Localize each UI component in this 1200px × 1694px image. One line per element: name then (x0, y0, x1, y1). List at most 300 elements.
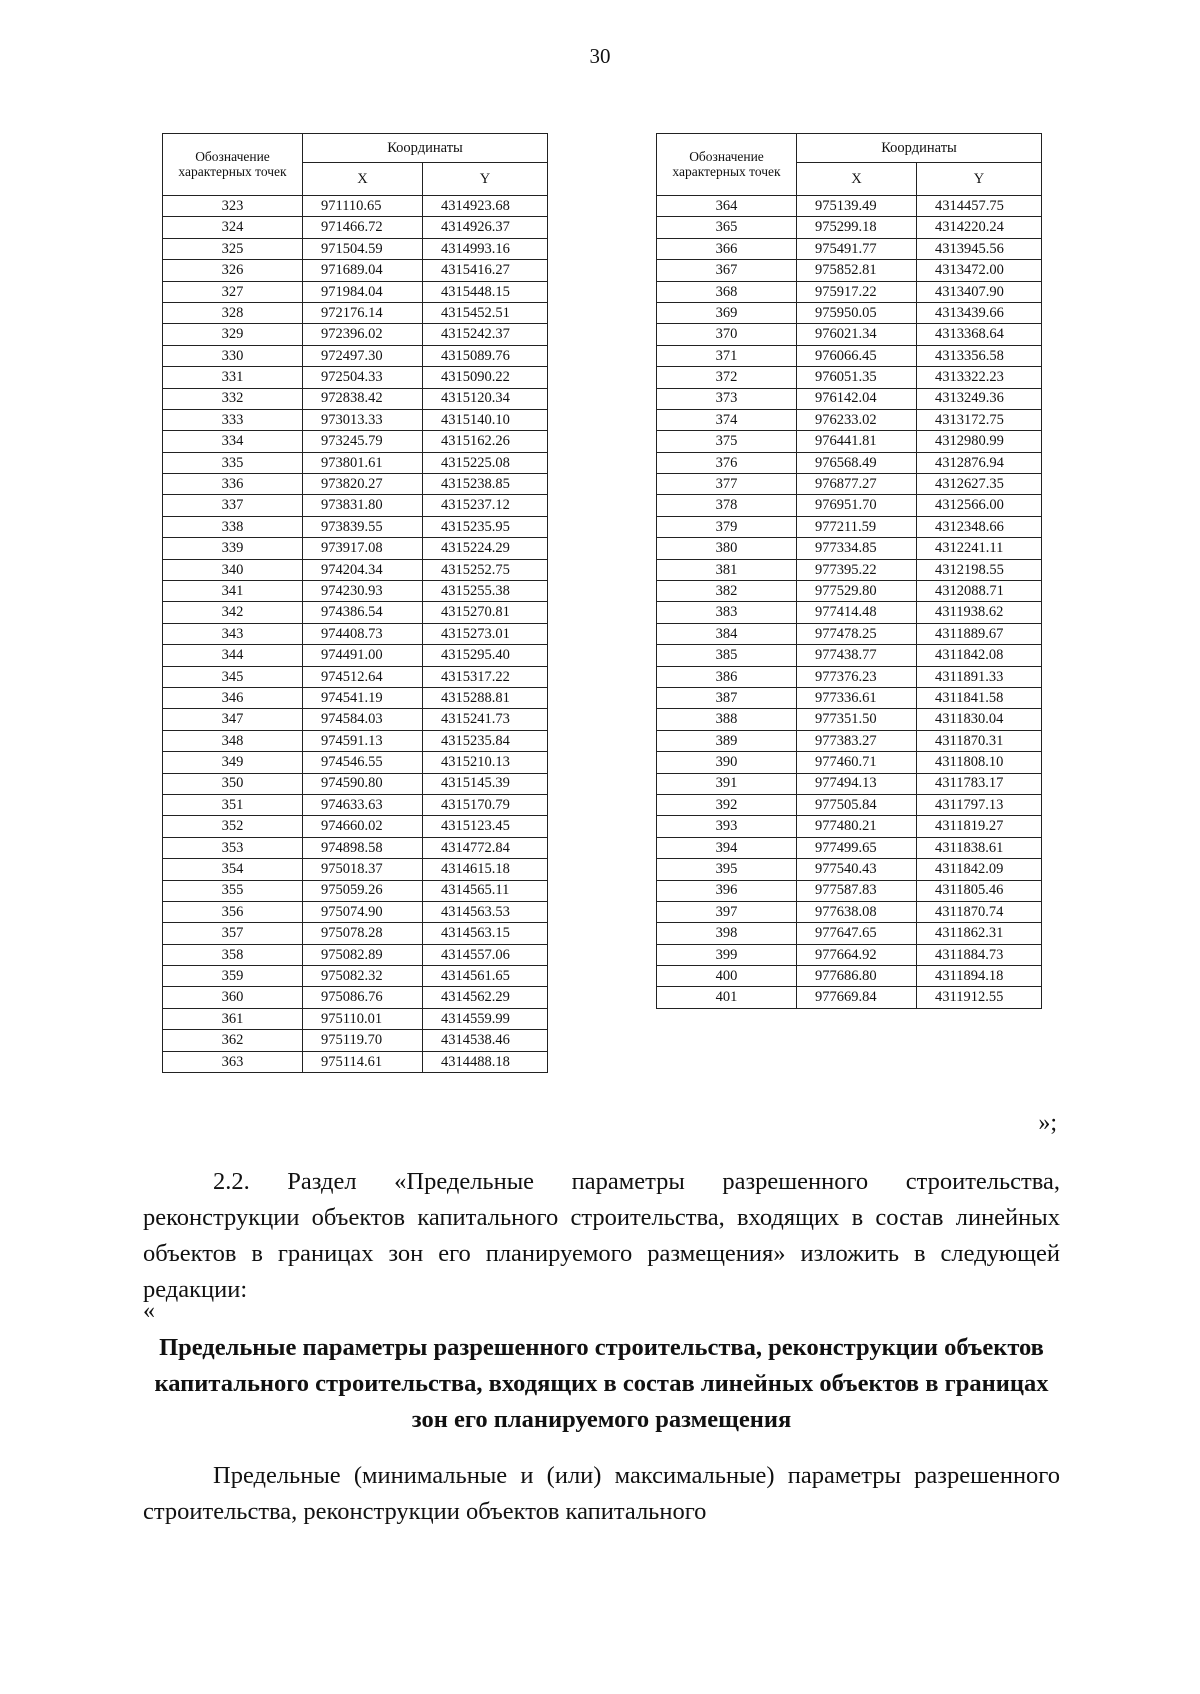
table-row (163, 302, 548, 323)
point-id-cell: 382 (657, 581, 797, 602)
point-id-cell: 354 (163, 859, 303, 880)
table-row (657, 645, 1042, 666)
y-cell: 4311783.17 (917, 773, 1042, 794)
table-row (163, 409, 548, 430)
x-cell: 975082.32 (303, 966, 423, 987)
point-id-cell: 392 (657, 794, 797, 815)
point-id-cell: 386 (657, 666, 797, 687)
y-cell: 4314923.68 (423, 196, 548, 217)
y-cell: 4314615.18 (423, 859, 548, 880)
point-id-cell: 370 (657, 324, 797, 345)
header-point-designation: Обозначение характерных точек (657, 134, 797, 196)
table-row (657, 773, 1042, 794)
y-cell: 4311894.18 (917, 966, 1042, 987)
table-row (657, 495, 1042, 516)
coordinates-table-right (656, 133, 1042, 1009)
y-cell: 4313322.23 (917, 367, 1042, 388)
point-id-cell: 337 (163, 495, 303, 516)
x-cell: 974590.80 (303, 773, 423, 794)
x-cell: 976441.81 (797, 431, 917, 452)
x-cell: 975059.26 (303, 880, 423, 901)
x-cell: 977494.13 (797, 773, 917, 794)
table-row (163, 559, 548, 580)
y-cell: 4311891.33 (917, 666, 1042, 687)
x-cell: 974584.03 (303, 709, 423, 730)
y-cell: 4311870.74 (917, 901, 1042, 922)
x-cell: 973917.08 (303, 538, 423, 559)
table-row (163, 388, 548, 409)
point-id-cell: 335 (163, 452, 303, 473)
table-row (657, 923, 1042, 944)
point-id-cell: 328 (163, 302, 303, 323)
table-row (657, 687, 1042, 708)
point-id-cell: 372 (657, 367, 797, 388)
y-cell: 4312088.71 (917, 581, 1042, 602)
x-cell: 973801.61 (303, 452, 423, 473)
y-cell: 4311838.61 (917, 837, 1042, 858)
point-id-cell: 325 (163, 238, 303, 259)
y-cell: 4315140.10 (423, 409, 548, 430)
table-row (657, 730, 1042, 751)
table-row (163, 516, 548, 537)
point-id-cell: 393 (657, 816, 797, 837)
x-cell: 974633.63 (303, 794, 423, 815)
point-id-cell: 377 (657, 474, 797, 495)
table-row (163, 794, 548, 815)
table-row (657, 709, 1042, 730)
point-id-cell: 342 (163, 602, 303, 623)
x-cell: 977334.85 (797, 538, 917, 559)
point-id-cell: 329 (163, 324, 303, 345)
y-cell: 4312348.66 (917, 516, 1042, 537)
point-id-cell: 341 (163, 581, 303, 602)
point-id-cell: 357 (163, 923, 303, 944)
x-cell: 976142.04 (797, 388, 917, 409)
table-row (657, 538, 1042, 559)
y-cell: 4313407.90 (917, 281, 1042, 302)
point-id-cell: 383 (657, 602, 797, 623)
point-id-cell: 374 (657, 409, 797, 430)
y-cell: 4315235.84 (423, 730, 548, 751)
x-cell: 971984.04 (303, 281, 423, 302)
x-cell: 974386.54 (303, 602, 423, 623)
table-row (657, 367, 1042, 388)
header-coordinates: Координаты (303, 134, 548, 163)
section-heading: Предельные параметры разрешенного строительства, реконструкции объектов капитального строительства, входящих в состав линейных объектов в границах зон его планируемого размещения (154, 1334, 1049, 1433)
y-cell: 4311912.55 (917, 987, 1042, 1008)
point-id-cell: 323 (163, 196, 303, 217)
point-id-cell: 348 (163, 730, 303, 751)
y-cell: 4311842.08 (917, 645, 1042, 666)
table-row (163, 602, 548, 623)
coordinates-table-left (162, 133, 548, 1073)
table-row (657, 388, 1042, 409)
point-id-cell: 355 (163, 880, 303, 901)
point-id-cell: 351 (163, 794, 303, 815)
point-id-cell: 365 (657, 217, 797, 238)
y-cell: 4313172.75 (917, 409, 1042, 430)
table-row (163, 987, 548, 1008)
x-cell: 975917.22 (797, 281, 917, 302)
table-row (657, 217, 1042, 238)
table-row (657, 345, 1042, 366)
y-cell: 4315210.13 (423, 752, 548, 773)
table-row (657, 794, 1042, 815)
table-row (163, 645, 548, 666)
x-cell: 975074.90 (303, 901, 423, 922)
y-cell: 4313472.00 (917, 260, 1042, 281)
x-cell: 977211.59 (797, 516, 917, 537)
table-row (163, 324, 548, 345)
point-id-cell: 333 (163, 409, 303, 430)
point-id-cell: 367 (657, 260, 797, 281)
y-cell: 4315317.22 (423, 666, 548, 687)
x-cell: 977540.43 (797, 859, 917, 880)
table-row (657, 602, 1042, 623)
table-row (163, 281, 548, 302)
table-row (163, 431, 548, 452)
table-row (163, 345, 548, 366)
x-cell: 972497.30 (303, 345, 423, 366)
y-cell: 4313356.58 (917, 345, 1042, 366)
x-cell: 976051.35 (797, 367, 917, 388)
y-cell: 4311797.13 (917, 794, 1042, 815)
point-id-cell: 363 (163, 1051, 303, 1072)
point-id-cell: 353 (163, 837, 303, 858)
header-y: Y (423, 163, 548, 196)
y-cell: 4311884.73 (917, 944, 1042, 965)
closing-quote: »; (1038, 1110, 1057, 1136)
table-row (163, 880, 548, 901)
table-row (163, 901, 548, 922)
y-cell: 4311830.04 (917, 709, 1042, 730)
x-cell: 974230.93 (303, 581, 423, 602)
y-cell: 4312198.55 (917, 559, 1042, 580)
x-cell: 974512.64 (303, 666, 423, 687)
x-cell: 974204.34 (303, 559, 423, 580)
y-cell: 4312627.35 (917, 474, 1042, 495)
table-row (163, 966, 548, 987)
table-row (657, 302, 1042, 323)
y-cell: 4315448.15 (423, 281, 548, 302)
x-cell: 975082.89 (303, 944, 423, 965)
table-row (163, 474, 548, 495)
point-id-cell: 359 (163, 966, 303, 987)
table-row (163, 709, 548, 730)
y-cell: 4311842.09 (917, 859, 1042, 880)
y-cell: 4315288.81 (423, 687, 548, 708)
table-row (657, 474, 1042, 495)
y-cell: 4314220.24 (917, 217, 1042, 238)
table-row (657, 431, 1042, 452)
header-point-designation: Обозначение характерных точек (163, 134, 303, 196)
x-cell: 977351.50 (797, 709, 917, 730)
y-cell: 4314488.18 (423, 1051, 548, 1072)
y-cell: 4315162.26 (423, 431, 548, 452)
x-cell: 975852.81 (797, 260, 917, 281)
y-cell: 4315273.01 (423, 623, 548, 644)
point-id-cell: 345 (163, 666, 303, 687)
y-cell: 4315235.95 (423, 516, 548, 537)
y-cell: 4315090.22 (423, 367, 548, 388)
point-id-cell: 336 (163, 474, 303, 495)
table-row (657, 260, 1042, 281)
point-id-cell: 362 (163, 1030, 303, 1051)
table-row (163, 773, 548, 794)
point-id-cell: 395 (657, 859, 797, 880)
point-id-cell: 379 (657, 516, 797, 537)
y-cell: 4315242.37 (423, 324, 548, 345)
x-cell: 976233.02 (797, 409, 917, 430)
x-cell: 973831.80 (303, 495, 423, 516)
point-id-cell: 400 (657, 966, 797, 987)
point-id-cell: 390 (657, 752, 797, 773)
table-row (657, 581, 1042, 602)
point-id-cell: 373 (657, 388, 797, 409)
point-id-cell: 378 (657, 495, 797, 516)
point-id-cell: 371 (657, 345, 797, 366)
y-cell: 4312241.11 (917, 538, 1042, 559)
y-cell: 4315452.51 (423, 302, 548, 323)
x-cell: 977460.71 (797, 752, 917, 773)
y-cell: 4315089.76 (423, 345, 548, 366)
point-id-cell: 326 (163, 260, 303, 281)
y-cell: 4315295.40 (423, 645, 548, 666)
x-cell: 976568.49 (797, 452, 917, 473)
table-row (163, 1051, 548, 1072)
table-row (163, 217, 548, 238)
y-cell: 4315238.85 (423, 474, 548, 495)
point-id-cell: 349 (163, 752, 303, 773)
table-row (657, 324, 1042, 345)
y-cell: 4314562.29 (423, 987, 548, 1008)
x-cell: 977438.77 (797, 645, 917, 666)
x-cell: 972504.33 (303, 367, 423, 388)
y-cell: 4314559.99 (423, 1008, 548, 1029)
point-id-cell: 343 (163, 623, 303, 644)
x-cell: 976021.34 (797, 324, 917, 345)
y-cell: 4311805.46 (917, 880, 1042, 901)
x-cell: 977669.84 (797, 987, 917, 1008)
x-cell: 977499.65 (797, 837, 917, 858)
table-row (163, 538, 548, 559)
y-cell: 4315224.29 (423, 538, 548, 559)
y-cell: 4315241.73 (423, 709, 548, 730)
table-row (163, 816, 548, 837)
x-cell: 975139.49 (797, 196, 917, 217)
table-row (163, 859, 548, 880)
table-row (657, 666, 1042, 687)
table-row (163, 687, 548, 708)
x-cell: 973820.27 (303, 474, 423, 495)
point-id-cell: 384 (657, 623, 797, 644)
table-row (657, 516, 1042, 537)
y-cell: 4314561.65 (423, 966, 548, 987)
x-cell: 971110.65 (303, 196, 423, 217)
y-cell: 4314993.16 (423, 238, 548, 259)
point-id-cell: 399 (657, 944, 797, 965)
x-cell: 977478.25 (797, 623, 917, 644)
x-cell: 975299.18 (797, 217, 917, 238)
point-id-cell: 366 (657, 238, 797, 259)
point-id-cell: 394 (657, 837, 797, 858)
x-cell: 977638.08 (797, 901, 917, 922)
y-cell: 4311808.10 (917, 752, 1042, 773)
table-row (163, 1008, 548, 1029)
table-row (163, 730, 548, 751)
table-row (163, 196, 548, 217)
table-row (657, 452, 1042, 473)
paragraph-limits: Предельные (минимальные и (или) максимальные) параметры разрешенного строительства, реконструкции объектов капитального (143, 1462, 1060, 1525)
table-row (657, 623, 1042, 644)
y-cell: 4313368.64 (917, 324, 1042, 345)
table-row (163, 837, 548, 858)
x-cell: 973245.79 (303, 431, 423, 452)
point-id-cell: 360 (163, 987, 303, 1008)
point-id-cell: 334 (163, 431, 303, 452)
table-row (657, 966, 1042, 987)
y-cell: 4314557.06 (423, 944, 548, 965)
x-cell: 972176.14 (303, 302, 423, 323)
x-cell: 971689.04 (303, 260, 423, 281)
point-id-cell: 381 (657, 559, 797, 580)
point-id-cell: 327 (163, 281, 303, 302)
x-cell: 977529.80 (797, 581, 917, 602)
point-id-cell: 332 (163, 388, 303, 409)
table-row (163, 260, 548, 281)
header-x: X (797, 163, 917, 196)
table-row (657, 837, 1042, 858)
table-row (163, 367, 548, 388)
y-cell: 4315225.08 (423, 452, 548, 473)
header-coordinates: Координаты (797, 134, 1042, 163)
y-cell: 4314563.15 (423, 923, 548, 944)
point-id-cell: 352 (163, 816, 303, 837)
x-cell: 974546.55 (303, 752, 423, 773)
x-cell: 976877.27 (797, 474, 917, 495)
point-id-cell: 376 (657, 452, 797, 473)
table-row (163, 752, 548, 773)
y-cell: 4311889.67 (917, 623, 1042, 644)
table-row (163, 944, 548, 965)
point-id-cell: 344 (163, 645, 303, 666)
table-row (163, 1030, 548, 1051)
x-cell: 974541.19 (303, 687, 423, 708)
x-cell: 977587.83 (797, 880, 917, 901)
x-cell: 976951.70 (797, 495, 917, 516)
table-row (657, 944, 1042, 965)
y-cell: 4315123.45 (423, 816, 548, 837)
point-id-cell: 397 (657, 901, 797, 922)
x-cell: 975078.28 (303, 923, 423, 944)
y-cell: 4311862.31 (917, 923, 1042, 944)
table-row (163, 623, 548, 644)
x-cell: 974660.02 (303, 816, 423, 837)
y-cell: 4313439.66 (917, 302, 1042, 323)
point-id-cell: 398 (657, 923, 797, 944)
x-cell: 977686.80 (797, 966, 917, 987)
x-cell: 975114.61 (303, 1051, 423, 1072)
x-cell: 974408.73 (303, 623, 423, 644)
point-id-cell: 324 (163, 217, 303, 238)
y-cell: 4315145.39 (423, 773, 548, 794)
point-id-cell: 396 (657, 880, 797, 901)
y-cell: 4311841.58 (917, 687, 1042, 708)
x-cell: 977647.65 (797, 923, 917, 944)
y-cell: 4314565.11 (423, 880, 548, 901)
y-cell: 4311870.31 (917, 730, 1042, 751)
table-row (657, 238, 1042, 259)
y-cell: 4314457.75 (917, 196, 1042, 217)
paragraph-2-2: 2.2. Раздел «Предельные параметры разрешенного строительства, реконструкции объектов капитального строительства, входящих в состав линейных объектов в границах зон его планируемого размещения» изложить в следующей редакции: (143, 1168, 1060, 1303)
x-cell: 977376.23 (797, 666, 917, 687)
x-cell: 977336.61 (797, 687, 917, 708)
table-row (657, 880, 1042, 901)
table-row (163, 495, 548, 516)
point-id-cell: 340 (163, 559, 303, 580)
point-id-cell: 346 (163, 687, 303, 708)
point-id-cell: 368 (657, 281, 797, 302)
table-row (163, 581, 548, 602)
x-cell: 975119.70 (303, 1030, 423, 1051)
point-id-cell: 387 (657, 687, 797, 708)
point-id-cell: 338 (163, 516, 303, 537)
table-row (657, 987, 1042, 1008)
point-id-cell: 375 (657, 431, 797, 452)
x-cell: 977383.27 (797, 730, 917, 751)
x-cell: 974898.58 (303, 837, 423, 858)
point-id-cell: 330 (163, 345, 303, 366)
x-cell: 977480.21 (797, 816, 917, 837)
table-row (657, 752, 1042, 773)
point-id-cell: 356 (163, 901, 303, 922)
point-id-cell: 369 (657, 302, 797, 323)
point-id-cell: 339 (163, 538, 303, 559)
table-row (657, 859, 1042, 880)
point-id-cell: 391 (657, 773, 797, 794)
x-cell: 977395.22 (797, 559, 917, 580)
point-id-cell: 364 (657, 196, 797, 217)
point-id-cell: 401 (657, 987, 797, 1008)
x-cell: 973839.55 (303, 516, 423, 537)
y-cell: 4311938.62 (917, 602, 1042, 623)
x-cell: 973013.33 (303, 409, 423, 430)
y-cell: 4312566.00 (917, 495, 1042, 516)
table-row (657, 409, 1042, 430)
header-x: X (303, 163, 423, 196)
point-id-cell: 389 (657, 730, 797, 751)
table-row (163, 452, 548, 473)
table-row (163, 923, 548, 944)
point-id-cell: 388 (657, 709, 797, 730)
x-cell: 974491.00 (303, 645, 423, 666)
y-cell: 4315170.79 (423, 794, 548, 815)
y-cell: 4315416.27 (423, 260, 548, 281)
point-id-cell: 380 (657, 538, 797, 559)
table-row (657, 559, 1042, 580)
x-cell: 977664.92 (797, 944, 917, 965)
point-id-cell: 350 (163, 773, 303, 794)
y-cell: 4313249.36 (917, 388, 1042, 409)
table-row (163, 238, 548, 259)
x-cell: 975018.37 (303, 859, 423, 880)
x-cell: 977505.84 (797, 794, 917, 815)
table-row (163, 666, 548, 687)
x-cell: 975491.77 (797, 238, 917, 259)
x-cell: 975110.01 (303, 1008, 423, 1029)
y-cell: 4315255.38 (423, 581, 548, 602)
y-cell: 4315237.12 (423, 495, 548, 516)
